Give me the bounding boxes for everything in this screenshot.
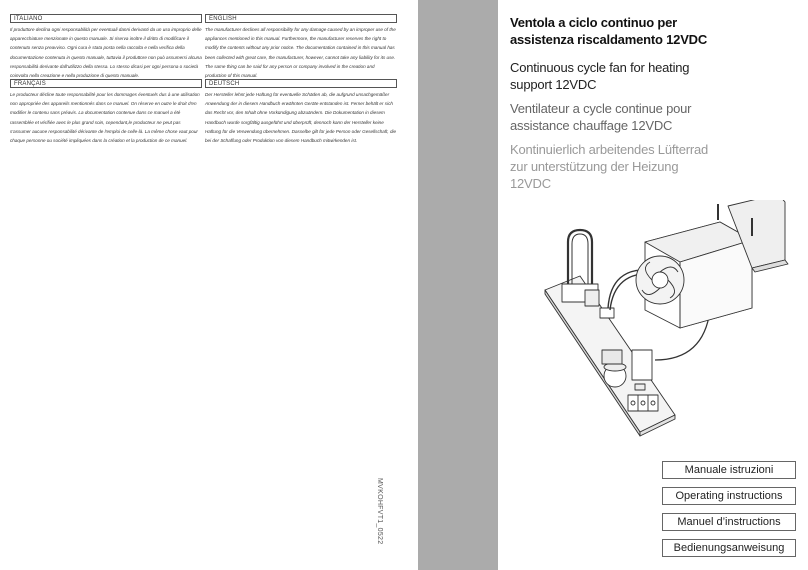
manual-label-italian: Manuale istruzioni: [662, 461, 796, 479]
section-label-deutsch: DEUTSCH: [205, 79, 397, 88]
title-english: Continuous cycle fan for heating support 12VDC: [510, 60, 690, 92]
disclaimer-francais: Le producteur décline toute responsabilité pour les dommages éventuels dus à une utilisation non appropriée des appareils mentionnés dans ce manuel. On réserve en outre le droit d'en modifier le contenu sans préavis. La documentation contenue dans ce manuel a été rassemblée et vérifiée avec le plus grand soin, cependant,le producteur ne peut pas s'assumer aucune responsabilité dérivante de l'emploi de celle-là. La même chose vaut pour chaque personne ou société impliquées dans la création et la production de ce manuel.: [10, 92, 200, 144]
title-german: Kontinuierlich arbeitendes Lüfterrad zur unterstützung der Heizung 12VDC: [510, 142, 709, 191]
terminal-block: [628, 395, 658, 411]
section-label-english: ENGLISH: [205, 14, 397, 23]
manual-label-english: Operating instructions: [662, 487, 796, 505]
manual-label-german: Bedienungsanweisung: [662, 539, 796, 557]
disclaimer-english: The manufacturer declines all responsibility for any damage caused by an improper use of the appliances mentioned in this manual. Furthermore, the manufacturer reserves the right to modify the contents without any prior notice. The documentation contained in this manual has been collected with great care, the manufacturer, however, cannot take any liability for its use. The same thing can be said for any person or company involved in the creation and production of this manual.: [205, 27, 396, 79]
document-code: MVKOHFVT1_0522: [376, 478, 383, 545]
title-french: Ventilateur a cycle continue pour assistance chauffage 12VDC: [510, 101, 692, 133]
gray-band: [418, 0, 498, 570]
fan-and-circuit-board-illustration: [540, 200, 790, 440]
disclaimer-deutsch: Der Hersteller lehnt jede Haftung für eventuelle Schäden ab, die aufgrund unsachgemäßer Anwendung der in diesem Handbuch erwähnten Geräte entstanden ist. Ferner behält er sich das Recht vor, den Inhalt ohne Vorkündigung abzuändern. Die Dokumentation in diesem Handbuch wurde sorgfältig ausgeführt und überprüft, dennoch kann der Hersteller keine Haftung für die Verwendung übernehmen. Dasselbe gilt für jede Person oder Gesellschaft, die bei der Schaffung oder Produktion von diesem Handbuch mitwirkenden ist.: [205, 92, 397, 144]
manual-label-french: Manuel d’instructions: [662, 513, 796, 531]
section-label-francais: FRANÇAIS: [10, 79, 202, 88]
title-italian: Ventola a ciclo continuo per assistenza riscaldamento 12VDC: [510, 15, 708, 47]
disclaimer-italiano: Il produttore declina ogni responsabilità per eventuali danni derivanti da un uso improprio delle apparecchiature menzionate in questo manuale. Si riserva inoltre il diritto di modificare il contenuto senza preavviso. Ogni cura è stata posta nella raccolta e nella verifica della documentazione contenuta in questo manuale, tuttavia il produttore non può assumersi alcuna responsabilità derivante dall'utilizzo della stessa. Lo stesso dicasi per ogni persona o società coinvolta nella creazione e nella produzione di questo manuale.: [10, 27, 202, 79]
section-label-italiano: ITALIANO: [10, 14, 202, 23]
